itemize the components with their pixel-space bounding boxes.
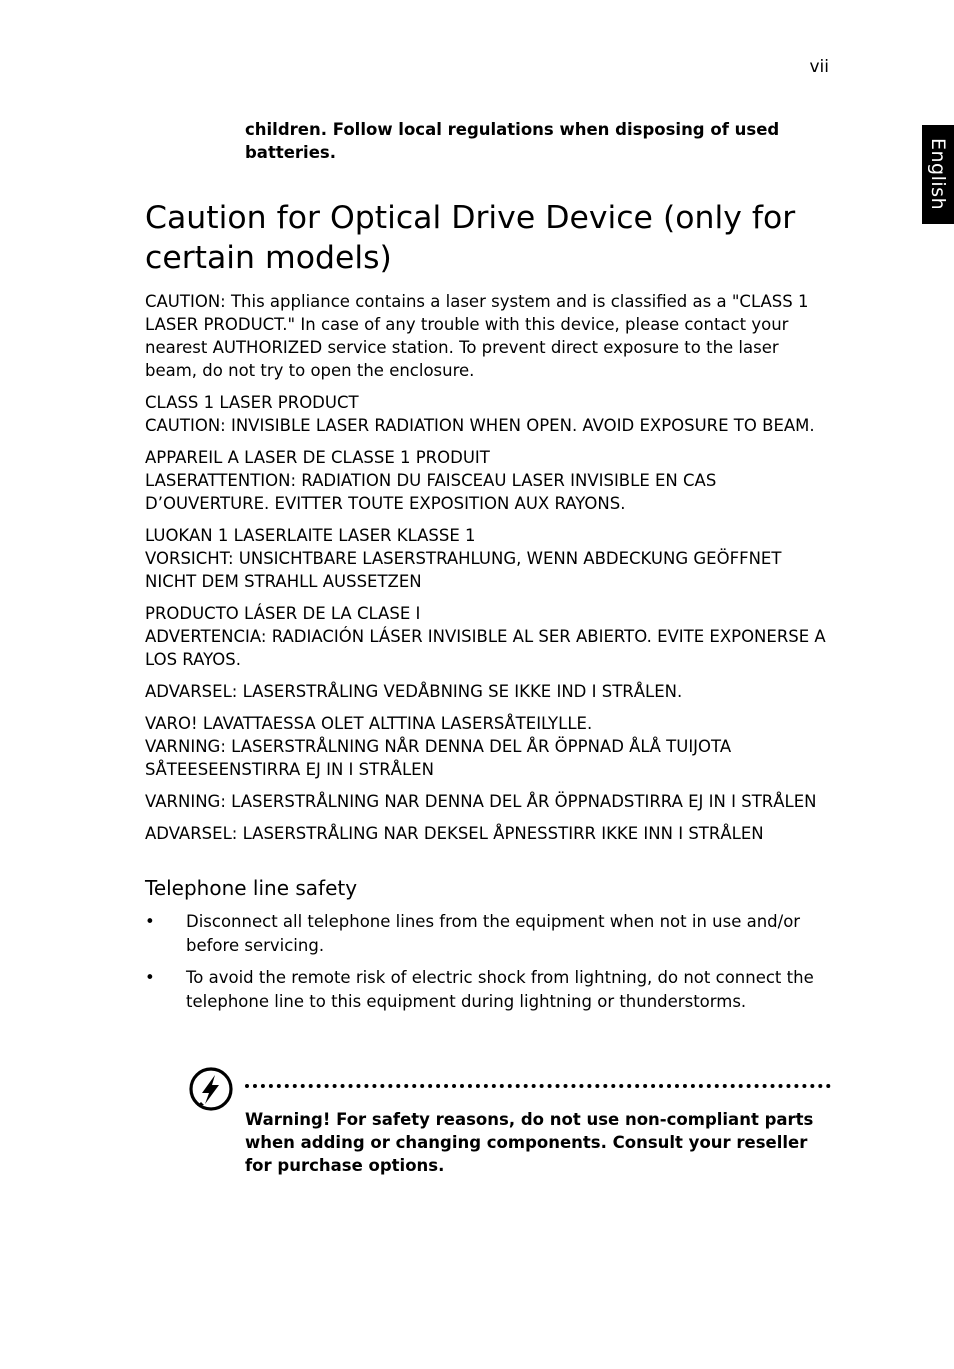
main-content [145,198,835,1022]
page-number: vii [809,57,829,77]
language-tab [922,125,954,224]
laser-warning-paragraph [145,790,835,813]
laser-warning-paragraph [145,391,835,437]
laser-warning-line: VARNING: LASERSTRÅLNING NAR DENNA DEL ÅR ÖPPNADSTIRRA EJ IN I STRÅLEN [145,792,817,811]
section-title: Caution for Optical Drive Device (only for certain models) [145,200,796,276]
lightning-bolt-icon [188,1066,234,1112]
laser-warning-line: LUOKAN 1 LASERLAITE LASER KLASSE 1 [145,526,476,545]
laser-warning-line: ADVARSEL: LASERSTRÅLING NAR DEKSEL ÅPNESSTIRR IKKE INN I STRÅLEN [145,824,764,843]
dotted-divider [245,1084,831,1088]
laser-warning-line: VARO! LAVATTAESSA OLET ALTTINA LASERSÅTEILYLLE. [145,714,593,733]
laser-warning-paragraph [145,446,835,515]
bullet: • [145,968,155,987]
laser-warning-line: LASERATTENTION: RADIATION DU FAISCEAU LASER INVISIBLE EN CAS D’OUVERTURE. EVITTER TOUTE EXPOSITION AUX RAYONS. [145,471,717,513]
continued-note: children. Follow local regulations when disposing of used batteries. [245,120,780,162]
warning-text: Warning! For safety reasons, do not use non-compliant parts when adding or changing components. Consult your reseller for purchase options. [245,1110,814,1175]
laser-warning-paragraph [145,822,835,845]
telephone-bullet-list [145,910,835,1013]
laser-warning-paragraph [145,712,835,781]
intro-paragraph: CAUTION: This appliance contains a laser system and is classified as a "CLASS 1 LASER PRODUCT." In case of any trouble with this device, please contact your nearest AUTHORIZED service station. To prevent direct exposure to the laser beam, do not try to open the enclosure. [145,292,809,380]
laser-warning-line: ADVERTENCIA: RADIACIÓN LÁSER INVISIBLE AL SER ABIERTO. EVITE EXPONERSE A LOS RAYOS. [145,627,826,669]
language-tab-label: English [927,138,949,211]
laser-warning-line: PRODUCTO LÁSER DE LA CLASE I [145,604,421,623]
list-item [145,910,835,957]
laser-warning-paragraph [145,524,835,593]
laser-warning-line: ADVARSEL: LASERSTRÅLING VEDÅBNING SE IKKE IND I STRÅLEN. [145,682,683,701]
list-item-text: To avoid the remote risk of electric shock from lightning, do not connect the telephone line to this equipment during lightning or thunderstorms. [186,968,814,1011]
list-item [145,966,835,1013]
laser-warning-line: CLASS 1 LASER PRODUCT [145,393,359,412]
list-item-text: Disconnect all telephone lines from the equipment when not in use and/or before servicing. [186,912,801,955]
telephone-title: Telephone line safety [145,876,358,900]
laser-warning-list [145,391,835,845]
laser-warning-paragraph [145,680,835,703]
laser-warning-line: APPAREIL A LASER DE CLASSE 1 PRODUIT [145,448,490,467]
warning-box [188,1066,833,1186]
laser-warning-paragraph [145,602,835,671]
bullet: • [145,912,155,931]
laser-warning-line: VARNING: LASERSTRÅLNING NÅR DENNA DEL ÅR ÖPPNAD ÅLÅ TUIJOTA SÅTEESEENSTIRRA EJ IN I STRÅLEN [145,737,732,779]
laser-warning-line: VORSICHT: UNSICHTBARE LASERSTRAHLUNG, WENN ABDECKUNG GEÖFFNET NICHT DEM STRAHLL AUSSETZEN [145,549,782,591]
laser-warning-line: CAUTION: INVISIBLE LASER RADIATION WHEN OPEN. AVOID EXPOSURE TO BEAM. [145,416,815,435]
